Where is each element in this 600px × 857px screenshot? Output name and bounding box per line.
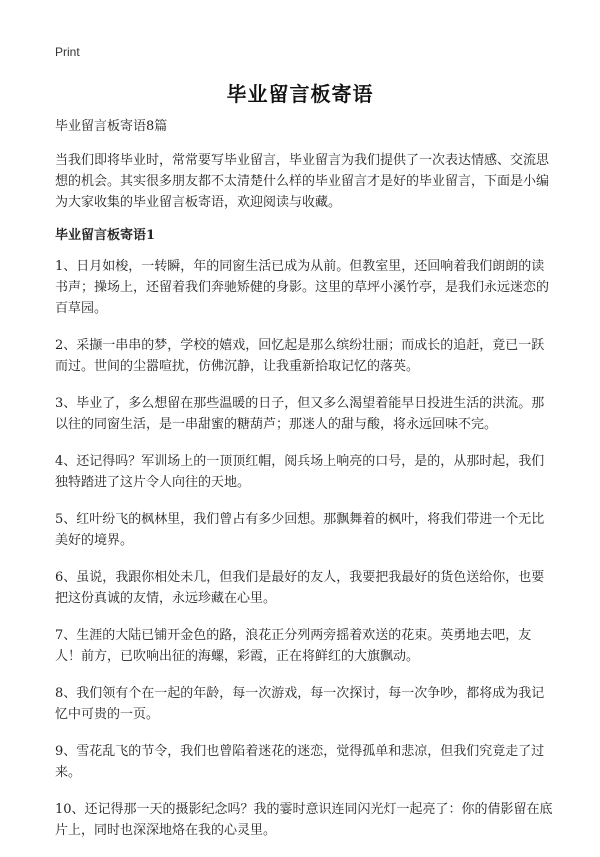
message-entry: 8、我们领有个在一起的年龄，每一次游戏，每一次探讨，每一次争吵，都将成为我记忆中可贵的一页。 — [55, 686, 545, 722]
message-entry: 2、采撷一串串的梦，学校的嬉戏，回忆起是那么缤纷壮丽；而成长的追赶，竟已一跃而过。世间的尘嚣喧扰，仿佛沉静，让我重新拾取记忆的落英。 — [55, 338, 545, 374]
message-entry: 5、红叶纷飞的枫林里，我们曾占有多少回想。那飘舞着的枫叶，将我们带进一个无比美好的境界。 — [55, 512, 545, 548]
document-body — [55, 116, 555, 857]
message-entry: 3、毕业了，多么想留在那些温暖的日子，但又多么渴望着能早日投进生活的洪流。那以往的同窗生活，是一串甜蜜的糖葫芦；那迷人的甜与酸，将永远回味不完。 — [55, 396, 545, 432]
document-title: 毕业留言板寄语 — [226, 82, 374, 106]
document-subtitle: 毕业留言板寄语8篇 — [55, 119, 168, 134]
section-heading: 毕业留言板寄语1 — [55, 228, 156, 243]
print-link[interactable]: Print — [55, 45, 80, 59]
message-entry: 1、日月如梭，一转瞬，年的同窗生活已成为从前。但教室里，还回响着我们朗朗的读书声；操场上，还留着我们奔驰矫健的身影。这里的草坪小溪竹亭，是我们永远迷恋的百草园。 — [55, 259, 550, 316]
message-entry: 9、雪花乱飞的节令，我们也曾陷着迷花的迷恋，觉得孤单和悲凉，但我们究竟走了过来。 — [55, 744, 545, 780]
message-entry: 10、还记得那一天的摄影纪念吗？我的霎时意识连同闪光灯一起亮了：你的倩影留在底片上，同时也深深地烙在我的心灵里。 — [55, 802, 553, 838]
message-entry: 4、还记得吗？军训场上的一顶顶红帽，阅兵场上响亮的口号，是的，从那时起，我们独特踏进了这片令人向往的天地。 — [55, 454, 545, 490]
intro-paragraph: 当我们即将毕业时，常常要写毕业留言，毕业留言为我们提供了一次表达情感、交流思想的机会。其实很多朋友都不太清楚什么样的毕业留言才是好的毕业留言，下面是小编为大家收集的毕业留言板寄语，欢迎阅读与收藏。 — [55, 153, 550, 210]
message-entry: 7、生涯的大陆已铺开金色的路，浪花正分列两旁摇着欢送的花束。英勇地去吧，友人！前方，已吹响出征的海螺，彩霞，正在将鲜红的大旗飘动。 — [55, 628, 532, 664]
message-entry: 6、虽说，我跟你相处未几，但我们是最好的友人，我要把我最好的货色送给你，也要把这份真诚的友情，永远珍藏在心里。 — [55, 570, 545, 606]
